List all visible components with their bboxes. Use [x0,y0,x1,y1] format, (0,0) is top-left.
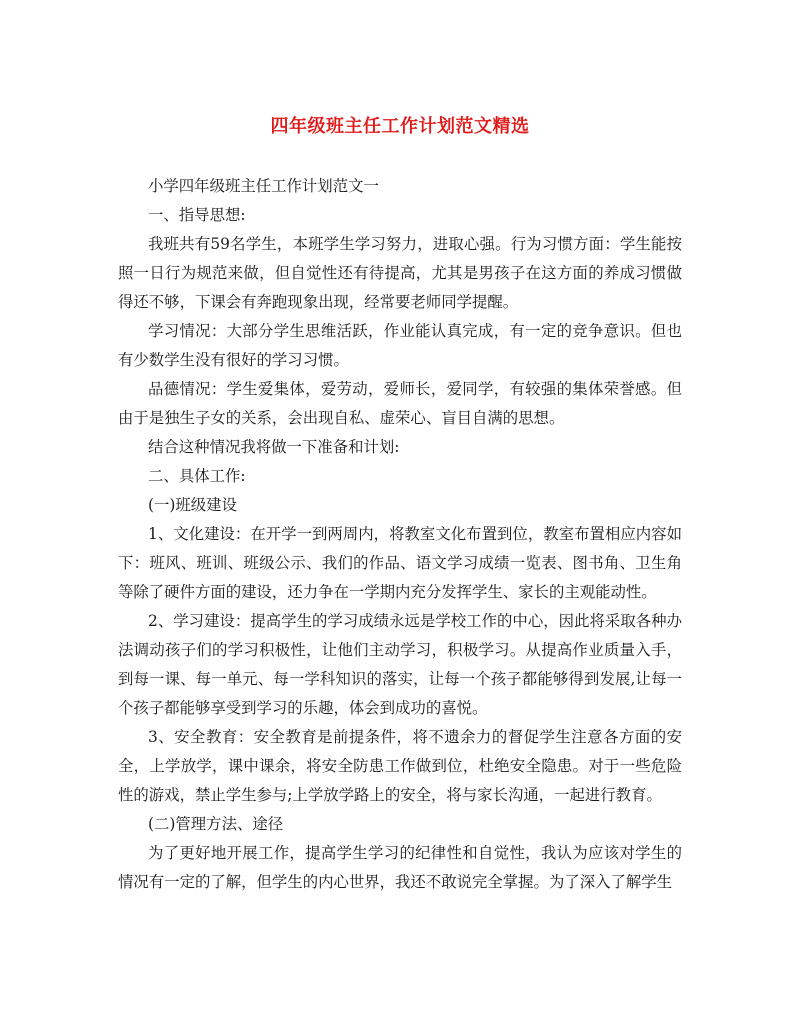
section-heading-plan-one: 小学四年级班主任工作计划范文一 [148,177,379,195]
document-title: 四年级班主任工作计划范文精选 [270,116,530,137]
paragraph-study-situation: 学习情况：大部分学生思维活跃，作业能认真完成，有一定的竞争意识。但也有少数学生没有很好的学习习惯。 [118,322,682,369]
paragraph-study-building: 2、学习建设：提高学生的学习成绩永远是学校工作的中心，因此将采取各种办法调动孩子们的学习积极性，让他们主动学习，积极学习。从提高作业质量入手，到每一课、每一单元、每一学科知识的落实，让每一个孩子都能够得到发展,让每一个孩子都能够享受到学习的乐趣，体会到成功的喜悦。 [118,612,682,717]
subheading-management-methods: (二)管理方法、途径 [148,815,284,833]
paragraph-safety-education: 3、安全教育：安全教育是前提条件，将不遗余力的督促学生注意各方面的安全，上学放学，课中课余，将安全防患工作做到位，杜绝安全隐患。对于一些危险性的游戏，禁止学生参与;上学放学路上的安全，将与家长沟通，一起进行教育。 [118,728,682,804]
paragraph-class-overview: 我班共有59名学生，本班学生学习努力，进取心强。行为习惯方面：学生能按照一日行为规范来做，但自觉性还有待提高，尤其是男孩子在这方面的养成习惯做得还不够，下课会有奔跑现象出现，经常要老师同学提醒。 [118,235,682,311]
paragraph-management-intro: 为了更好地开展工作，提高学生学习的纪律性和自觉性，我认为应该对学生的情况有一定的了解，但学生的内心世界，我还不敢说完全掌握。为了深入了解学生 [118,844,682,891]
section-heading-guiding-ideas: 一、指导思想: [148,206,246,224]
paragraph-plan-intro: 结合这种情况我将做一下准备和计划: [148,438,400,456]
document-body [118,172,682,897]
paragraph-moral-situation: 品德情况：学生爱集体，爱劳动，爱师长，爱同学，有较强的集体荣誉感。但由于是独生子女的关系，会出现自私、虚荣心、盲目自满的思想。 [118,380,682,427]
section-heading-specific-work: 二、具体工作: [148,467,246,485]
paragraph-culture-building: 1、文化建设：在开学一到两周内，将教室文化布置到位，教室布置相应内容如下：班风、班训、班级公示、我们的作品、语文学习成绩一览表、图书角、卫生角等除了硬件方面的建设，还力争在一学期内充分发挥学生、家长的主观能动性。 [118,525,682,601]
subheading-class-building: (一)班级建设 [148,496,237,514]
